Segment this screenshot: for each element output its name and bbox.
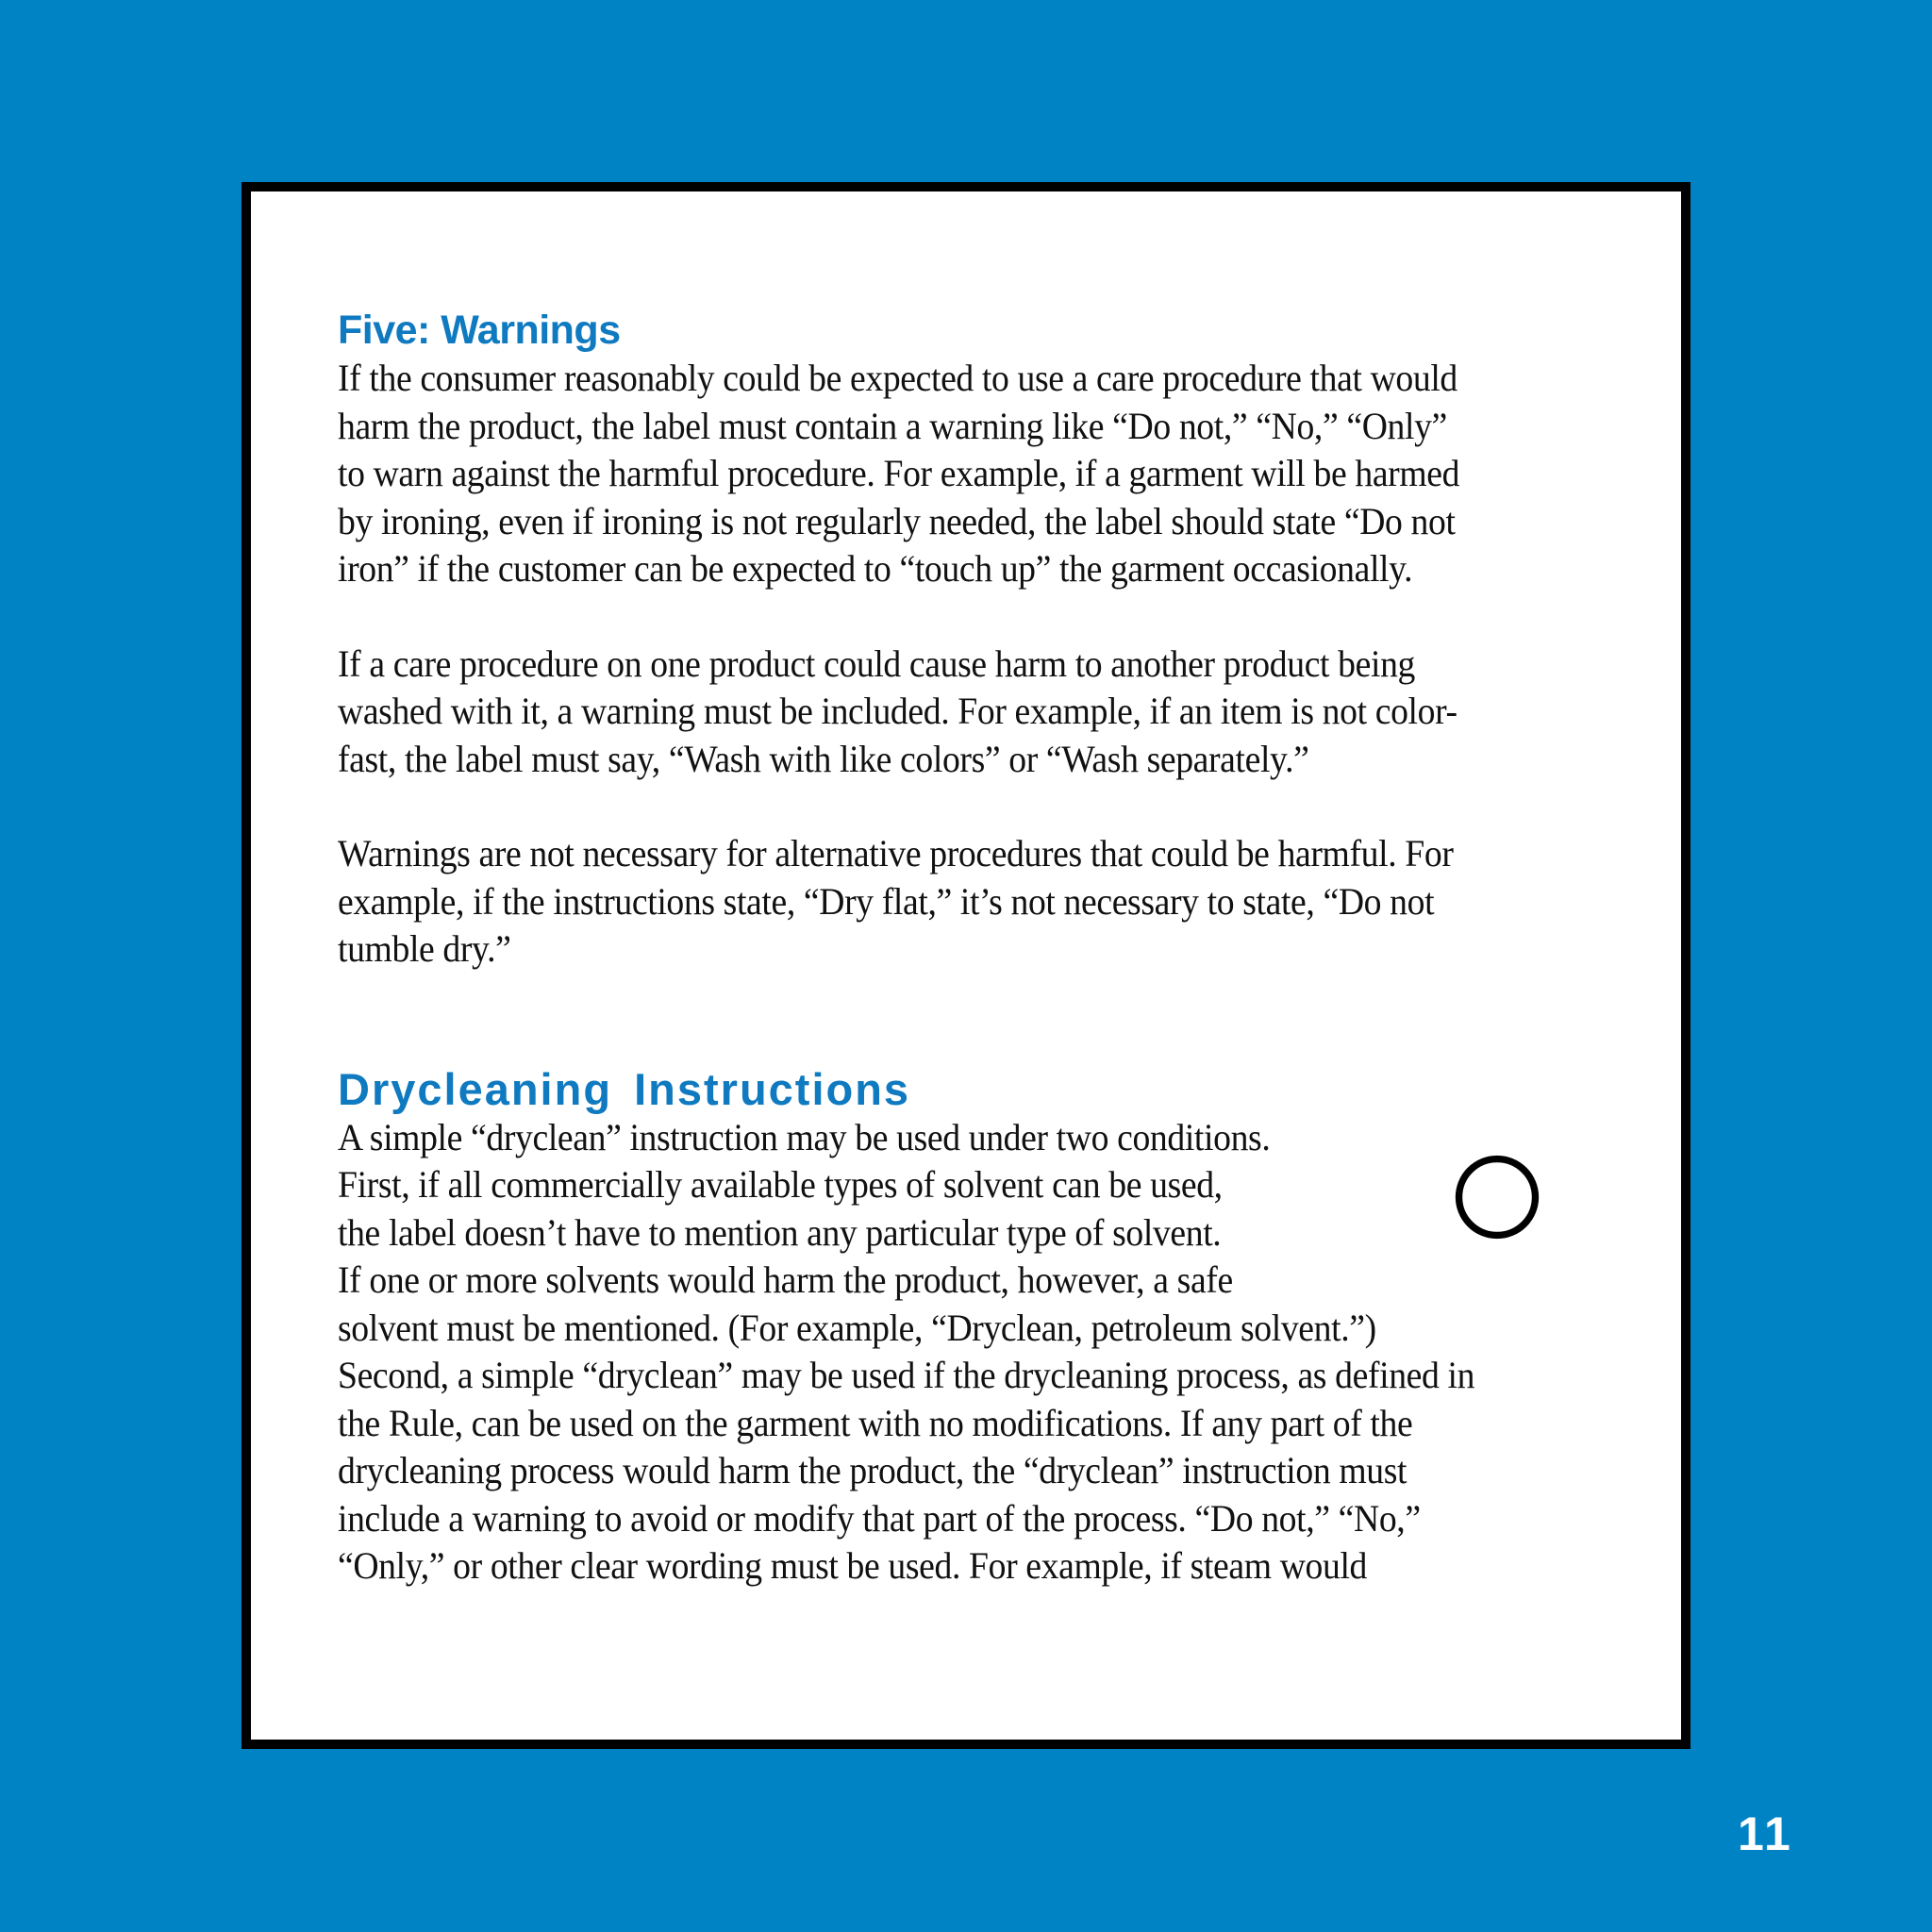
content-frame — [242, 182, 1690, 1749]
warnings-paragraph-3 — [338, 830, 1531, 974]
text-line: the label doesn’t have to mention any particular type of solvent. — [338, 1210, 1222, 1254]
text-line: A simple “dryclean” instruction may be used under two conditions. — [338, 1115, 1271, 1158]
text-line: washed with it, a warning must be included. For example, if an item is not color- — [338, 690, 1457, 732]
text-line: include a warning to avoid or modify that part of the process. “Do not,” “No,” — [338, 1496, 1421, 1540]
text-line: to warn against the harmful procedure. For example, if a garment will be harmed — [338, 452, 1460, 494]
text-line: the Rule, can be used on the garment with no modifications. If any part of the — [338, 1401, 1413, 1444]
section-heading-drycleaning: Drycleaning Instructions — [338, 1063, 911, 1114]
text-line: harm the product, the label must contain a warning like “Do not,” “No,” “Only” — [338, 404, 1447, 447]
dryclean-circle-icon — [1454, 1154, 1541, 1241]
text-line: “Only,” or other clear wording must be used. For example, if steam would — [338, 1544, 1368, 1587]
text-line: First, if all commercially available types of solvent can be used, — [338, 1163, 1223, 1206]
paragraph-spacer — [338, 783, 1621, 830]
section-spacer — [338, 974, 1621, 1061]
section-heading-warnings: Five: Warnings — [338, 308, 621, 353]
text-line: iron” if the customer can be expected to “touch up” the garment occasionally. — [338, 547, 1413, 590]
text-line: If the consumer reasonably could be expected to use a care procedure that would — [338, 357, 1457, 399]
text-line: tumble dry.” — [338, 927, 511, 970]
text-line: solvent must be mentioned. (For example, “Dryclean, petroleum solvent.”) — [338, 1306, 1376, 1349]
text-line: fast, the label must say, “Wash with like colors” or “Wash separately.” — [338, 737, 1309, 780]
text-line: If a care procedure on one product could cause harm to another product being — [338, 641, 1415, 685]
text-line: Warnings are not necessary for alternative procedures that could be harmful. For — [338, 832, 1454, 874]
warnings-paragraph-1 — [338, 355, 1531, 593]
drycleaning-paragraph — [338, 1114, 1531, 1591]
text-line: If one or more solvents would harm the product, however, a safe — [338, 1258, 1233, 1301]
page-number: 11 — [1738, 1807, 1793, 1860]
content-body — [338, 306, 1621, 1591]
text-line: Second, a simple “dryclean” may be used if the drycleaning process, as defined in — [338, 1354, 1475, 1396]
text-line: by ironing, even if ironing is not regularly needed, the label should state “Do not — [338, 499, 1456, 542]
paragraph-spacer — [338, 593, 1621, 641]
text-line: example, if the instructions state, “Dry flat,” it’s not necessary to state, “Do not — [338, 879, 1435, 923]
warnings-paragraph-2 — [338, 641, 1531, 784]
text-line: drycleaning process would harm the product, the “dryclean” instruction must — [338, 1449, 1407, 1491]
